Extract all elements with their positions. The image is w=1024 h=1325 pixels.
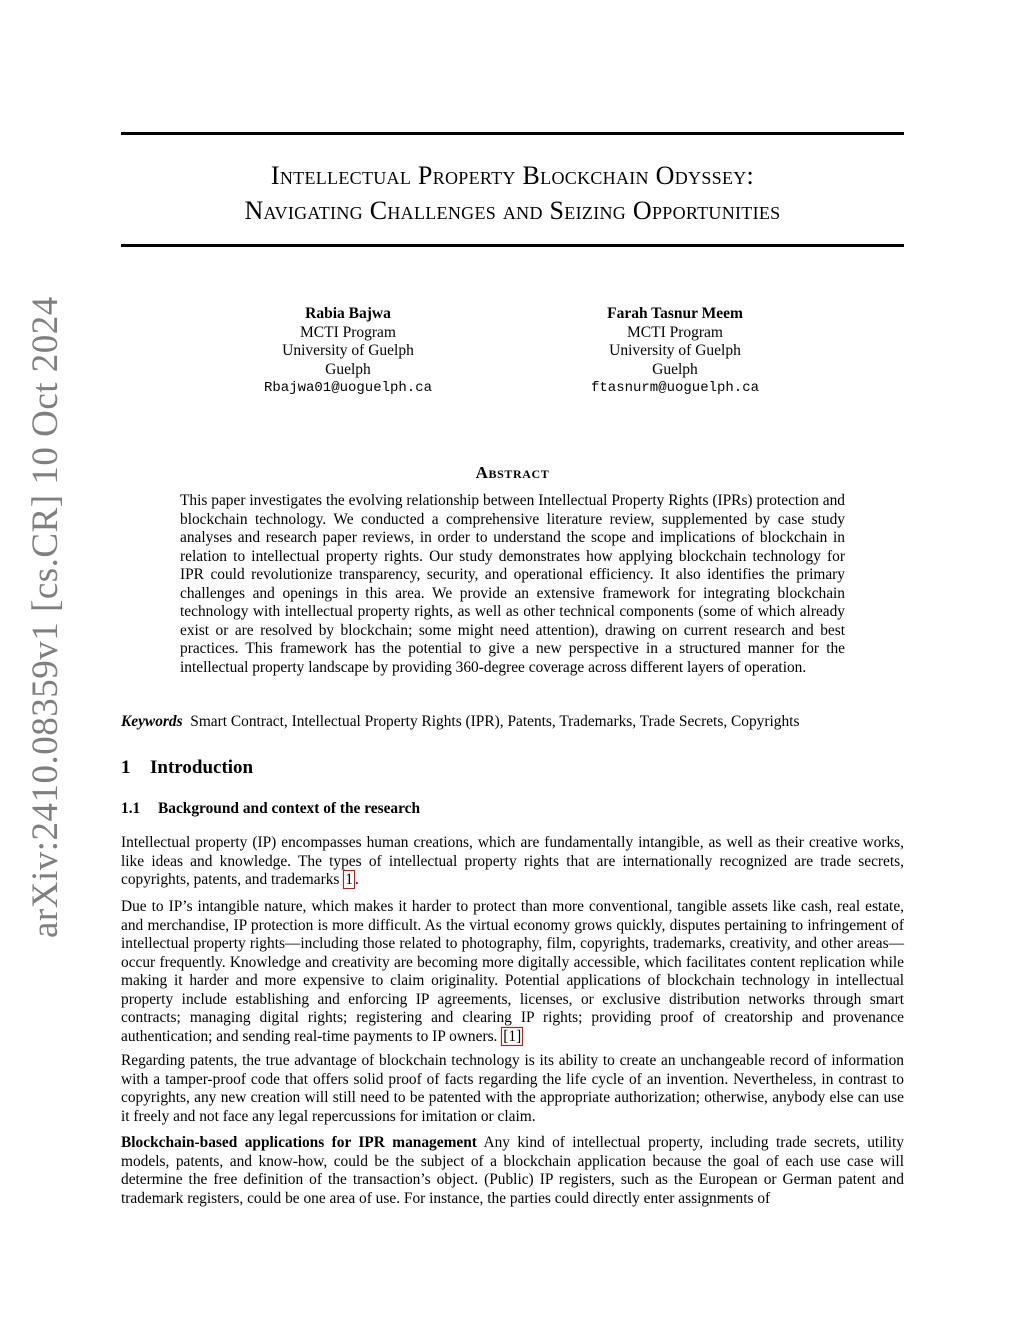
abstract-text: This paper investigates the evolving relationship between Intellectual Property Rights (IPRs) protection and blockchain technology. We conducted a comprehensive literature review, supplemented by case study analyses and research paper reviews, in order to understand the scope and implications of blockchain in relation to intellectual property rights. Our study demonstrates how applying blockchain technology for IPR could revolutionize transparency, security, and operational efficiency. It also identifies the primary challenges and openings in this area. We provide an extensive framework for integrating blockchain technology with intellectual property rights, as well as other technical components (some of which already exist or are resolved by blockchain; some might need attention), drawing on current research and best practices. This framework has the potential to give a new perspective in a structured manner for the intellectual property landscape by providing 360-degree coverage across different layers of operation. [180,492,845,676]
paragraph-text: Intellectual property (IP) encompasses human creations, which are fundamentally intangible, as well as their creative works, like ideas and knowledge. The types of intellectual property rights that are internationally recognized are trade secrets, copyrights, patents, and trademarks [121,834,904,888]
section-heading [121,757,253,779]
paragraph-3 [121,1052,904,1126]
author-university: University of Guelph [609,342,741,359]
paragraph-text: Regarding patents, the true advantage of blockchain technology is its ability to create an unchangeable record of information with a tamper-proof code that offers solid proof of facts regarding the life cycle of an invention. Nevertheless, in contrast to copyrights, any new creation will still need to be patented with the appropriate authorization; otherwise, anybody else can use it freely and not face any legal repercussions for imitation or claim. [121,1052,904,1125]
keywords-label: Keywords [121,713,183,730]
author-block-2 [525,305,825,398]
author-city: Guelph [325,360,371,378]
section-title: Introduction [150,757,254,778]
paragraph-4 [121,1134,904,1208]
paragraph-end: . [354,871,359,888]
keywords-text: Smart Contract, Intellectual Property Rights (IPR), Patents, Trademarks, Trade Secrets, Copyrights [190,713,800,730]
author-university: University of Guelph [282,342,414,359]
subsection-heading [121,800,420,818]
paragraph-2 [121,898,904,1046]
author-program: MCTI Program [299,323,396,341]
author-city: Guelph [652,360,698,378]
subsection-number: 1.1 [121,800,141,817]
author-block-1 [198,305,498,398]
subsection-title: Background and context of the research [158,800,421,817]
author-program: MCTI Program [626,323,723,341]
author-name: Rabia Bajwa [305,305,391,322]
title-top-rule [121,132,904,135]
arxiv-stamp: arXiv:2410.08359v1 [cs.CR] 10 Oct 2024 [25,296,66,938]
paragraph-text: Any kind of intellectual property, including trade secrets, utility models, patents, and know-how, could be the subject of a blockchain application because the goal of each use case will determine the free definition of the transaction’s object. (Public) IP registers, such as the European or German patent and trademark registers, could be one area of use. For instance, the parties could directly enter assignments of [121,1134,904,1207]
section-number: 1 [121,757,131,778]
title-line-2: Navigating Challenges and Seizing Opportunities [244,196,781,225]
paragraph-lead: Blockchain-based applications for IPR management [121,1134,477,1151]
citation-link[interactable]: 1 [345,871,353,888]
abstract-heading: Abstract [475,463,550,482]
keywords-line [121,713,799,731]
paper-title [121,158,904,228]
author-name: Farah Tasnur Meem [607,305,743,322]
author-email[interactable]: ftasnurm@uoguelph.ca [590,380,760,396]
author-email[interactable]: Rbajwa01@uoguelph.ca [263,380,433,396]
title-line-1: Intellectual Property Blockchain Odyssey: [270,161,755,190]
citation-link[interactable]: [1] [503,1027,522,1045]
paragraph-text: Due to IP’s intangible nature, which makes it harder to protect than more conventional, tangible assets like cash, real estate, and merchandise, IP protection is more difficult. As the virtual economy grows quickly, disputes pertaining to infringement of intellectual property rights—including those related to photography, film, copyrights, trademarks, creativity, and other areas—occur frequently. Knowledge and creativity are becoming more digitally accessible, which facilitates content replication while making it harder and more expensive to claim originality. Potential applications of blockchain technology in intellectual property include establishing and enforcing IP agreements, licenses, or exclusive distribution networks through smart contracts; managing digital rights; registering and clearing IP rights; providing proof of creatorship and provenance authentication; and sending real-time payments to IP owners. [121,898,904,1045]
paragraph-1 [121,834,904,890]
title-bottom-rule [121,244,904,247]
